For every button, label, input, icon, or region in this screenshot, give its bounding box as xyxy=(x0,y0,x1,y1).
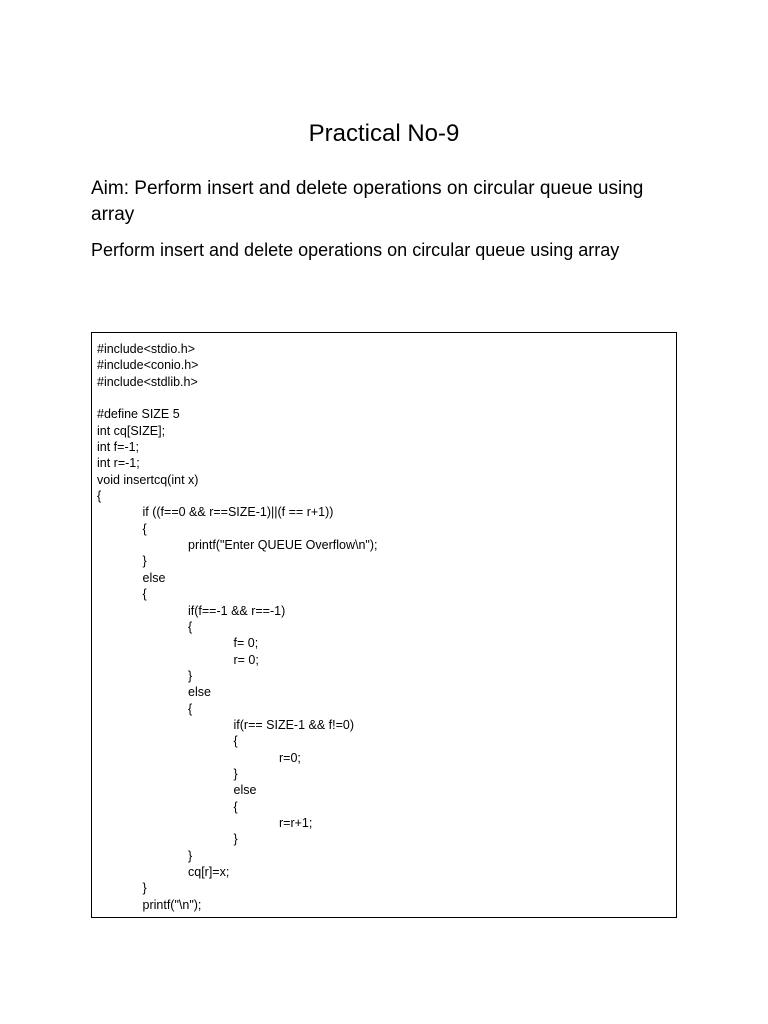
code-line: else xyxy=(233,783,257,798)
code-line: { xyxy=(233,799,238,814)
aim-text: Aim: Perform insert and delete operations on circular queue using array xyxy=(91,178,644,225)
code-line: } xyxy=(233,832,238,847)
code-line: int cq[SIZE]; xyxy=(97,423,166,438)
code-line: if(r== SIZE-1 && f!=0) xyxy=(233,717,355,732)
code-line: #define SIZE 5 xyxy=(97,407,180,422)
code-line: { xyxy=(142,587,147,602)
code-line: } xyxy=(233,766,238,781)
page-title: Practical No-9 xyxy=(308,120,460,147)
code-line: } xyxy=(142,554,147,569)
code-line: else xyxy=(188,685,211,700)
code-listing xyxy=(97,341,377,913)
code-line: cq[r]=x; xyxy=(188,865,230,879)
code-line: if ((f==0 && r==SIZE-1)||(f == r+1)) xyxy=(142,505,334,520)
code-line: #include<stdio.h> xyxy=(97,342,195,356)
code-line: int f=-1; xyxy=(97,440,140,455)
code-line: r=r+1; xyxy=(279,815,313,830)
code-line: r=0; xyxy=(279,750,301,765)
code-line: } xyxy=(188,668,193,683)
code-line: else xyxy=(142,570,166,585)
code-line: r= 0; xyxy=(233,652,259,667)
code-line: } xyxy=(142,881,147,896)
subtitle-text: Perform insert and delete operations on circular queue using array xyxy=(91,240,620,260)
code-line: void insertcq(int x) xyxy=(97,472,199,487)
code-line: printf("Enter QUEUE Overflow\n"); xyxy=(188,538,378,553)
code-line: { xyxy=(142,521,147,536)
code-line: if(f==-1 && r==-1) xyxy=(188,603,286,618)
code-line xyxy=(97,390,377,406)
code-line: #include<conio.h> xyxy=(97,358,199,373)
code-line: { xyxy=(233,734,238,749)
code-line: { xyxy=(188,619,193,634)
code-line: f= 0; xyxy=(233,636,259,651)
code-line: #include<stdlib.h> xyxy=(97,374,198,389)
code-line: printf("\n"); xyxy=(142,897,202,912)
code-line: { xyxy=(188,701,193,716)
code-box xyxy=(91,332,677,918)
code-line: int r=-1; xyxy=(97,456,140,471)
code-line: { xyxy=(97,489,102,504)
code-line: } xyxy=(188,848,193,863)
